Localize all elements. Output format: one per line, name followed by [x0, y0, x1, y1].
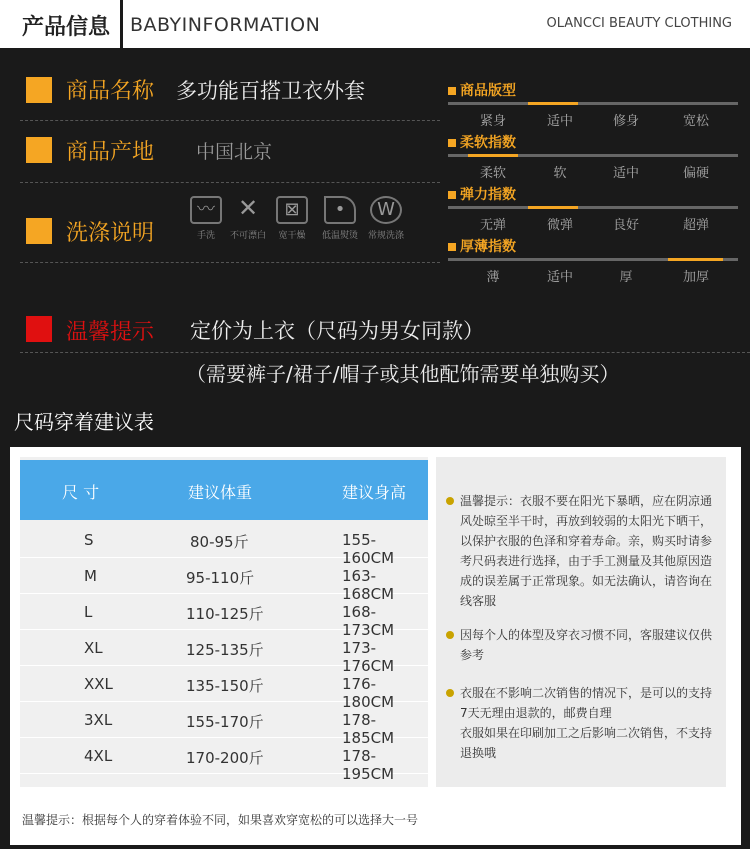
origin-label: 商品产地	[66, 140, 155, 165]
table-row: L 110-125斤 168-173CM	[20, 594, 428, 630]
divider	[20, 182, 440, 183]
softness-option: 偏硬	[682, 166, 709, 181]
no-tumble-dry-icon: ⊠ 宽干燥	[272, 196, 312, 241]
elasticity-option: 微弹	[546, 218, 573, 233]
fit-option: 宽松	[682, 114, 709, 129]
table-row: 3XL 155-170斤 178-185CM	[20, 702, 428, 738]
orange-square-marker	[26, 77, 52, 103]
info-header	[0, 0, 750, 48]
thickness-option: 适中	[546, 270, 573, 285]
col-weight: 建议体重	[188, 483, 253, 502]
thickness-option: 厚	[619, 270, 633, 285]
col-height: 建议身高	[342, 483, 407, 502]
divider	[20, 262, 440, 263]
elasticity-scale	[448, 184, 738, 233]
fit-option: 适中	[546, 114, 573, 129]
header-divider	[120, 0, 123, 48]
table-row: XL 125-135斤 173-176CM	[20, 630, 428, 666]
softness-option: 软	[553, 166, 567, 181]
tip-value: 定价为上衣（尺码为男女同款）	[190, 319, 484, 343]
fit-option: 紧身	[479, 114, 506, 129]
fit-scale	[448, 80, 738, 129]
table-row: 4XL 170-200斤 178-195CM	[20, 738, 428, 774]
note-item: 温馨提示：衣服不要在阳光下暴晒，应在阴凉通风处晾至半干时，再放到较弱的太阳光下晒干，以保护衣服的色泽和穿着寿命。亲，购买时请参考尺码表进行选择，由于手工测量及其他原因造成的误差属于正常现象。如无法确认，请咨询在线客服	[446, 491, 716, 611]
hand-wash-icon: 〰 手洗	[186, 196, 226, 241]
red-square-marker	[26, 316, 52, 342]
wash-label: 洗涤说明	[66, 221, 155, 246]
fit-option: 修身	[612, 114, 639, 129]
divider	[20, 352, 750, 353]
size-table-header	[20, 460, 428, 520]
thickness-scale-title: 厚薄指数	[460, 239, 516, 255]
softness-option: 柔软	[479, 166, 506, 181]
orange-square-marker	[26, 218, 52, 244]
tip-sub: （需要裤子/裙子/帽子或其他配饰需要单独购买）	[186, 362, 620, 386]
orange-square-marker	[26, 137, 52, 163]
size-section-title: 尺码穿着建议表	[14, 410, 154, 434]
footnote: 温馨提示：根据每个人的穿着体验不同，如果喜欢穿宽松的可以选择大一号	[22, 813, 419, 827]
col-size: 尺 寸	[62, 483, 100, 502]
product-name-label: 商品名称	[66, 79, 155, 104]
softness-option: 适中	[612, 166, 639, 181]
fit-scale-title: 商品版型	[460, 83, 516, 99]
elasticity-option: 良好	[612, 218, 639, 233]
table-row: XXL 135-150斤 176-180CM	[20, 666, 428, 702]
divider	[20, 120, 440, 121]
softness-scale-title: 柔软指数	[460, 135, 516, 151]
softness-scale	[448, 132, 738, 181]
thickness-scale	[448, 236, 738, 285]
care-notes	[436, 457, 726, 787]
elasticity-option: 超弹	[682, 218, 709, 233]
origin-value: 中国北京	[196, 141, 273, 163]
note-item: 因每个人的体型及穿衣习惯不同，客服建议仅供参考	[446, 625, 716, 665]
low-temp-iron-icon: • 低温熨烫	[320, 196, 360, 241]
elasticity-option: 无弹	[479, 218, 506, 233]
header-title-zh: 产品信息	[22, 15, 111, 40]
header-title-en: BABYINFORMATION	[130, 14, 321, 36]
note-item: 衣服在不影响二次销售的情况下，是可以的支持7天无理由退款的，邮费自理 衣服如果在印刷加工之后影响二次销售，不支持退换哦	[446, 683, 716, 763]
table-row: S 80-95斤 155-160CM	[20, 522, 428, 558]
tip-label: 温馨提示	[66, 320, 155, 345]
thickness-option: 加厚	[682, 270, 709, 285]
no-bleach-icon: ✕ 不可漂白	[229, 194, 266, 241]
elasticity-scale-title: 弹力指数	[460, 187, 516, 203]
table-row: M 95-110斤 163-168CM	[20, 558, 428, 594]
product-name-value: 多功能百搭卫衣外套	[176, 79, 365, 103]
size-card	[10, 447, 741, 845]
thickness-option: 薄	[486, 270, 500, 285]
brand-name: OLANCCI BEAUTY CLOTHING	[546, 16, 732, 31]
dry-clean-icon: W 常规洗涤	[366, 196, 406, 241]
